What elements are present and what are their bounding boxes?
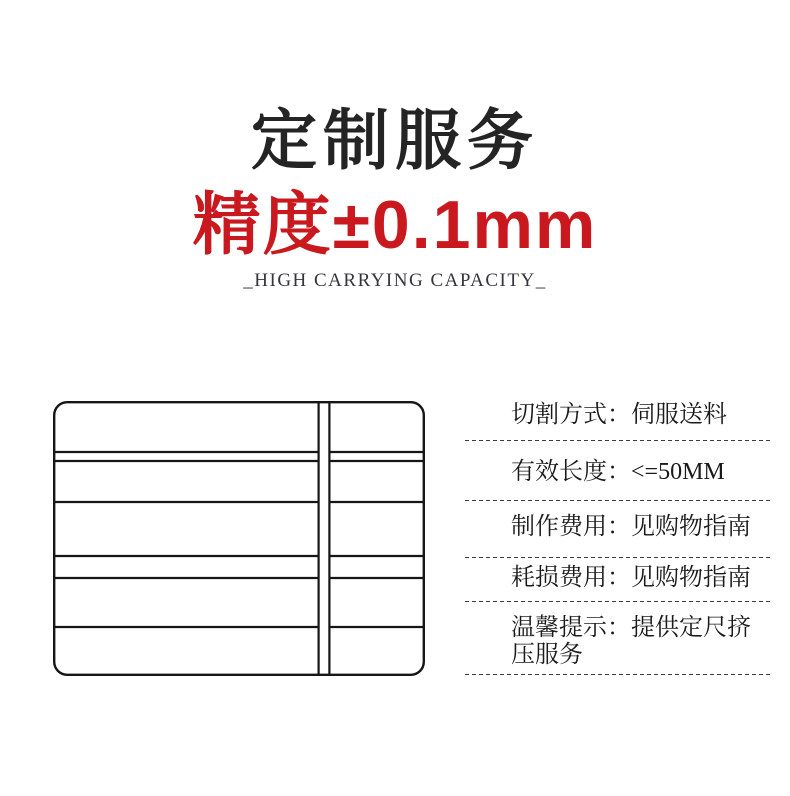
spec-text: 温馨提示：提供定尺挤压服务 [511, 615, 751, 668]
spec-text: 有效长度：<=50MM [511, 459, 725, 485]
profile-cross-section-drawing [53, 401, 425, 676]
page-title: 定制服务 [251, 103, 539, 177]
spec-row [465, 441, 772, 501]
spec-row [465, 399, 772, 441]
spec-row [465, 558, 772, 602]
spec-text: 制作费用：见购物指南 [511, 514, 751, 540]
spec-text: 切割方式：伺服送料 [511, 402, 727, 428]
drawing-outline [54, 402, 424, 675]
profile-drawing-svg [53, 401, 425, 676]
english-subtitle: _HIGH CARRYING CAPACITY_ [243, 270, 547, 291]
precision-accent-title: 精度±0.1mm [192, 187, 598, 263]
spec-row [465, 602, 772, 675]
spec-text: 耗损费用：见购物指南 [511, 565, 751, 591]
spec-row [465, 501, 772, 558]
spec-list [465, 399, 772, 675]
